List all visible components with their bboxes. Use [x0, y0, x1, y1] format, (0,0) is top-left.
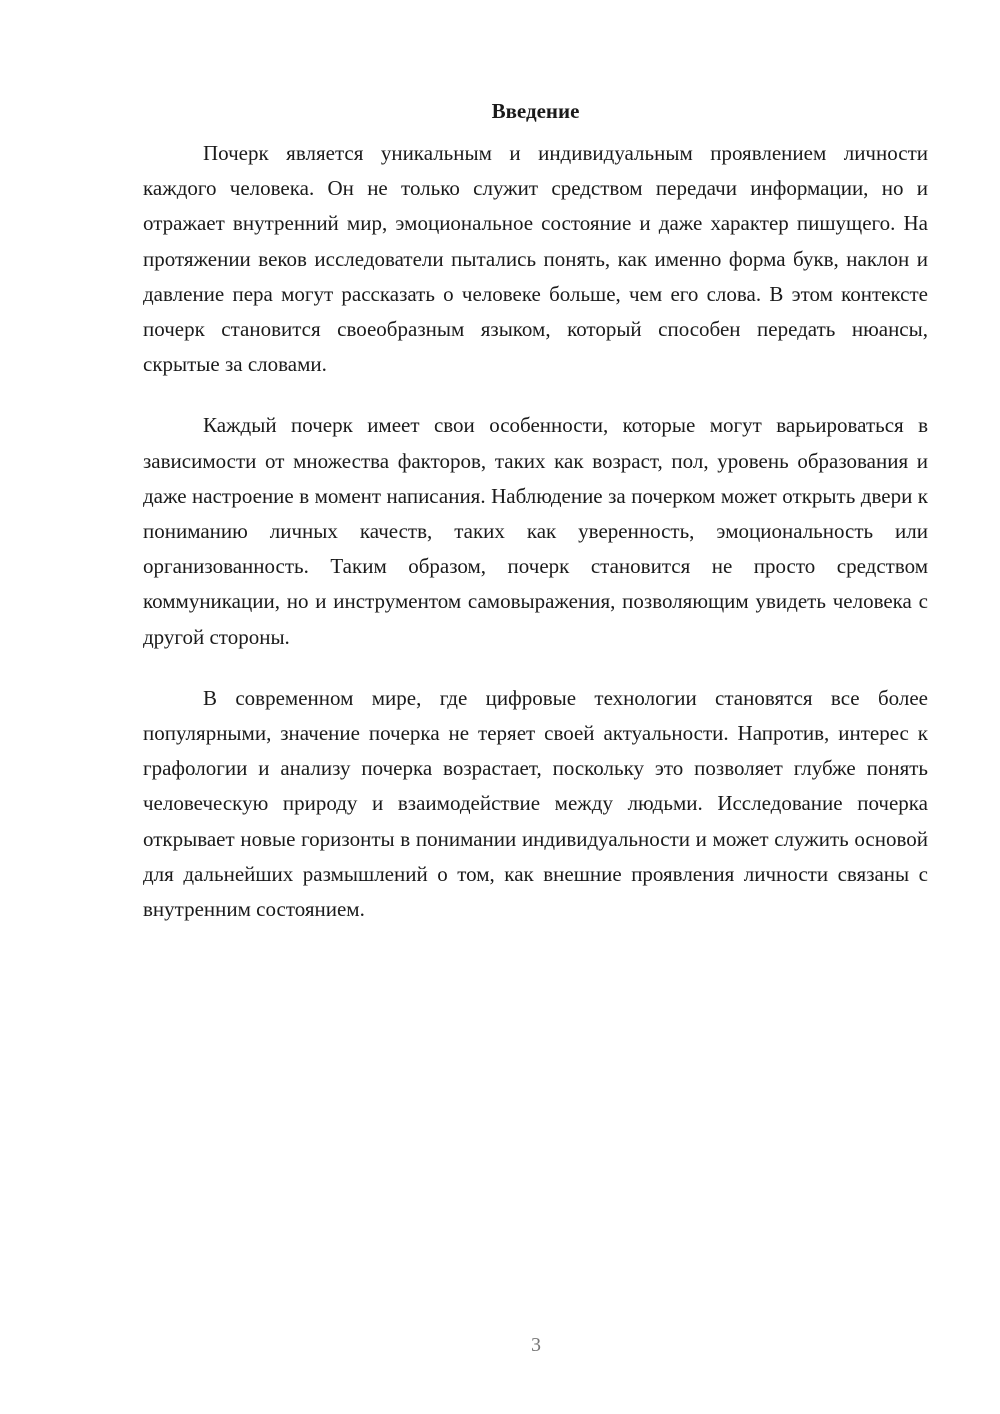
- paragraph-2: Каждый почерк имеет свои особенности, которые могут варьироваться в зависимости от множества факторов, таких как возраст, пол, уровень образования и даже настроение в момент написания. Наблюдение за почерком может открыть двери к пониманию личных качеств, таких как уверенность, эмоциональность или организованность. Таким образом, почерк становится не просто средством коммуникации, но и инструментом самовыражения, позволяющим увидеть человека с другой стороны.: [143, 413, 928, 649]
- paragraph-1: Почерк является уникальным и индивидуальным проявлением личности каждого человека. Он не только служит средством передачи информации, но и отражает внутренний мир, эмоциональное состояние и даже характер пишущего. На протяжении веков исследователи пытались понять, как именно форма букв, наклон и давление пера могут рассказать о человеке больше, чем его слова. В этом контексте почерк становится своеобразным языком, который способен передать нюансы, скрытые за словами.: [143, 141, 928, 377]
- paragraph-3: В современном мире, где цифровые технологии становятся все более популярными, значение почерка не теряет своей актуальности. Напротив, интерес к графологии и анализу почерка возрастает, поскольку это позволяет глубже понять человеческую природу и взаимодействие между людьми. Исследование почерка открывает новые горизонты в понимании индивидуальности и может служить основой для дальнейших размышлений о том, как внешние проявления личности связаны с внутренним состоянием.: [143, 685, 928, 922]
- page-number: 3: [531, 1334, 541, 1356]
- section-heading: Введение: [491, 99, 580, 123]
- page-content: [143, 96, 928, 953]
